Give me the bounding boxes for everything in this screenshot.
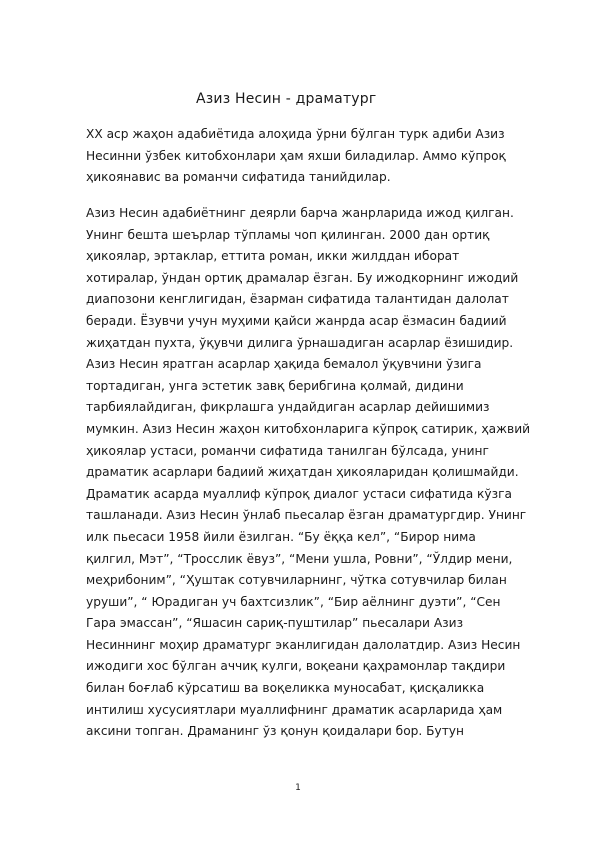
page-number: 1	[295, 783, 301, 793]
page-title: Азиз Несин - драматург	[196, 91, 377, 107]
text-line: қилгил, Мэт”, “Тросслик ёвуз”, “Мени ушла, Ровни”, “Ўлдир мени,	[86, 551, 513, 566]
text-line: жиҳатдан пухта, ўқувчи дилига ўрнашадиган асарлар ёзишидир.	[86, 335, 514, 350]
text-line: диапозони кенглигидан, ёзарман сифатида талантидан далолат	[86, 292, 509, 307]
paragraph-body	[86, 203, 531, 743]
text-line: аксини топган. Драманинг ўз қонун қоидалари бор. Бутун	[86, 724, 464, 739]
paragraph-intro	[86, 124, 526, 189]
text-line: Гара эмассан”, “Яшасин сариқ-пуштилар” пьесалари Азиз	[86, 616, 464, 631]
text-line: XX аср жаҳон адабиётида алоҳида ўрни бўлган турк адиби Азиз	[86, 127, 505, 141]
text-line: уруши”, “ Юрадиган уч бахтсизлик”, “Бир аёлнинг дуэти”, “Сен	[86, 594, 501, 609]
text-line: драматик асарлари бадиий жиҳатдан ҳикояларидан қолишмайди.	[86, 465, 519, 480]
text-line: интилиш хусусиятлари муаллифнинг драматик асарларида ҳам	[86, 702, 503, 717]
text-line: ҳикоянавис ва романчи сифатида танийдилар.	[86, 170, 391, 185]
text-line: Азиз Несин яратган асарлар ҳақида бемалол ўқувчини ўзига	[86, 357, 482, 372]
text-line: беради. Ёзувчи учун муҳими қайси жанрда асар ёзмасин бадиий	[86, 313, 507, 328]
text-line: илк пьесаси 1958 йили ёзилган. “Бу ёққа кел”, “Бирор нима	[86, 529, 476, 544]
text-line: хотиралар, ўндан ортиқ драмалар ёзган. Бу ижодкорнинг ижодий	[86, 270, 519, 285]
text-line: тарбиялайдиган, фикрлашга ундайдиган асарлар дейишимиз	[86, 400, 490, 415]
text-line: ҳикоялар, эртаклар, еттита роман, икки жилддан иборат	[86, 249, 460, 264]
text-line: Несиннинг моҳир драматург эканлигидан далолатдир. Азиз Несин	[86, 637, 521, 652]
text-line: ижодиги хос бўлган аччиқ кулги, воқеани қаҳрамонлар тақдири	[86, 659, 506, 674]
text-line: ташланади. Азиз Несин ўнлаб пьесалар ёзган драматургдир. Унинг	[86, 508, 527, 523]
text-line: билан боғлаб кўрсатиш ва воқеликка муносабат, қисқаликка	[86, 681, 485, 696]
text-line: Азиз Несин адабиётнинг деярли барча жанрларида ижод қилган.	[86, 206, 514, 220]
text-line: Унинг бешта шеърлар тўпламы чоп қилинган. 2000 дан ортиқ	[86, 227, 490, 242]
text-line: меҳрибоним”, “Ҳуштак сотувчиларнинг, чўтка сотувчилар билан	[86, 573, 507, 588]
text-line: ҳикоялар устаси, романчи сифатида танилган бўлсада, унинг	[86, 443, 489, 458]
text-line: тортадиган, унга эстетик завқ берибгина қолмай, дидини	[86, 378, 464, 393]
text-line: Драматик асарда муаллиф кўпроқ диалог устаси сифатида кўзга	[86, 486, 512, 501]
text-line: Несинни ўзбек китобхонлари ҳам яхши биладилар. Аммо кўпроқ	[86, 148, 506, 163]
text-line: мумкин. Азиз Несин жаҳон китобхонларига кўпроқ сатирик, ҳажвий	[86, 421, 531, 436]
